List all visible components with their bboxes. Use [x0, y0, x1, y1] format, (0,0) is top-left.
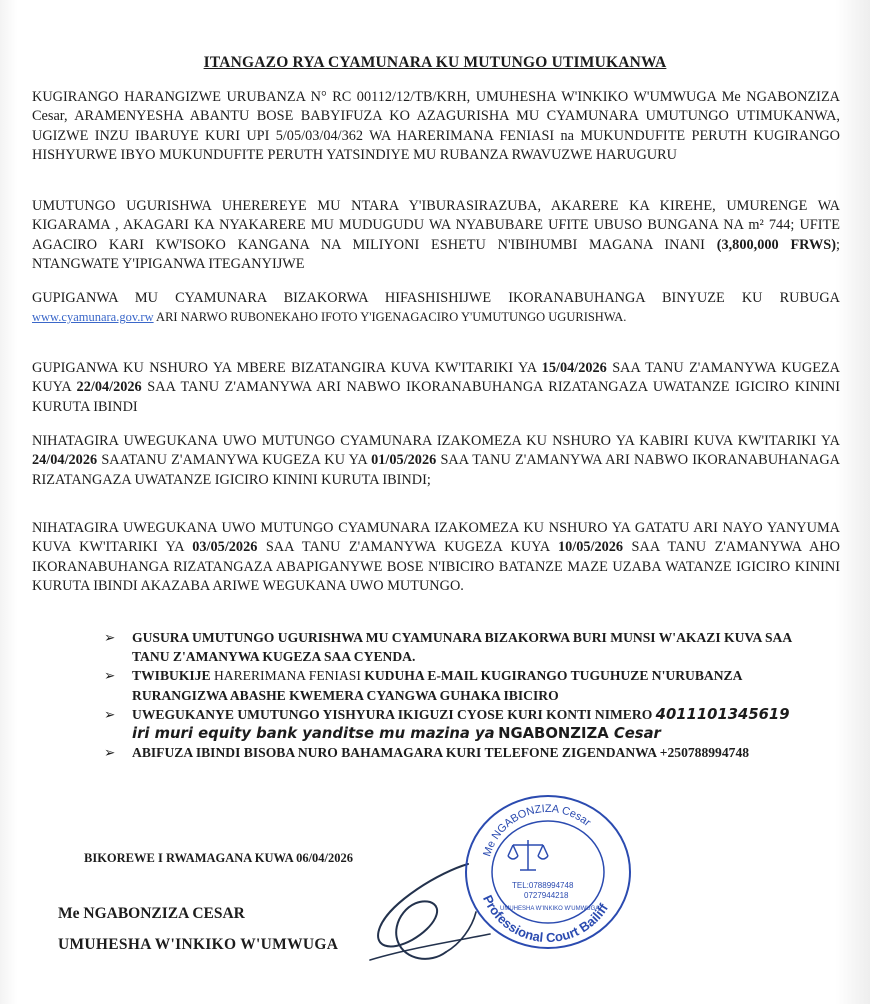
arrow-bullet-icon: ➢ — [104, 668, 116, 684]
place-and-date: BIKOREWE I RWAMAGANA KUWA 06/04/2026 — [84, 851, 354, 865]
second-round-end-date: 01/05/2026 — [371, 452, 437, 469]
third-round-start-date: 03/05/2026 — [192, 539, 258, 556]
online-auction-text: GUPIGANWA MU CYAMUNARA BIZAKORWA HIFASHISHIJWE IKORANABUHANGA BINYUZE KU RUBUGA — [32, 290, 840, 306]
paragraph-first-round — [32, 359, 840, 417]
bullet-email-text: TWIBUKIJE — [132, 668, 214, 684]
property-text: UMUTUNGO UGURISHWA UHEREREYE MU NTARA Y'IBURASIRAZUBA, AKARERE KA KIREHE, UMURENGE WA KIGARAMA , AKAGARI KA NYAKARERE MU MUDUGUDU WA NYABUBARE UFITE UBUSO BUNGANA NA m² 744; UFITE AGACIRO KARI KW'ISOKO KANGANA NA MILIYONI ESHETU N'IBIHUMBI MAGANA INANI — [32, 198, 840, 253]
third-round-text: NIHATAGIRA UWEGUKANA UWO MUTUNGO CYAMUNARA IZAKOMEZA KU NSHURO YA GATATU ARI NAYO YANYUMA KUVA KW'ITARIKI YA — [32, 520, 840, 556]
second-round-text-mid: SAATANU Z'AMANYWA KUGEZA KU YA — [97, 452, 372, 469]
stamp-name: Me NGABONZIZA Cesar — [481, 802, 593, 859]
first-round-text: GUPIGANWA KU NSHURO YA MBERE BIZATANGIRA KUVA KW'ITARIKI YA — [32, 360, 542, 376]
second-round-text-end: SAA TANU Z'AMANYWA ARI NABWO IKORANABUHANAGA RIZATANGAZA UWATANZE IGICIRO KININI KURUTA IBINDI; — [32, 452, 840, 488]
paragraph-case-text: KUGIRANGO HARANGIZWE URUBANZA N° RC 00112/12/TB/KRH, UMUHESHA W'INKIKO W'UMWUGA Me NGABONZIZA Cesar, ARAMENYESHA ABANTU BOSE BABYIFUZA KO AZAGURISHA MU CYAMUNARA UMUTUNGO UTIMUKANWA, UGIZWE INZU IBARUYE KURI UPI 5/05/03/04/362 WA HARERIMANA FENIASI na MUKUNDUFITE PERUTH KUGIRANGO HISHYURWE IBYO MUKUNDUFITE PERUTH YATSINDIYE MU RUBANZA RWAVUZWE HARUGURU — [32, 89, 840, 164]
bullet-email-text-end: KUDUHA E-MAIL KUGIRANGO TUGUHUZE N'URUBANZA RURANGIZWA ABASHE KWEMERA CYANGWA GUHAKA IBICIRO — [132, 668, 742, 703]
notice-bullet-list — [104, 628, 794, 762]
bullet-contact — [104, 743, 794, 762]
arrow-bullet-icon: ➢ — [104, 706, 116, 722]
bailiff-stamp — [458, 790, 638, 955]
document-title: ITANGAZO RYA CYAMUNARA KU MUTUNGO UTIMUKANWA — [203, 54, 667, 71]
paragraph-third-round — [32, 519, 840, 597]
account-holder-firstname: Cesar — [608, 725, 661, 743]
first-round-text-mid: SAA TANU Z'AMANYWA KUGEZA KUYA — [32, 360, 840, 396]
property-value: (3,800,000 FRWS) — [716, 236, 837, 253]
bank-account-details: 4011101345619 iri muri equity bank yanditse mu mazina ya — [132, 705, 790, 743]
paragraph-second-round — [32, 432, 840, 490]
second-round-start-date: 24/04/2026 — [32, 452, 98, 469]
bullet-email — [104, 666, 794, 704]
stamp-tel-2: 0727944218 — [524, 891, 569, 900]
bullet-payment — [104, 705, 794, 743]
second-round-text: NIHATAGIRA UWEGUKANA UWO MUTUNGO CYAMUNARA IZAKOMEZA KU NSHURO YA KABIRI KUVA KW'ITARIKI YA — [32, 433, 840, 449]
first-round-start-date: 15/04/2026 — [541, 360, 607, 376]
first-round-end-date: 22/04/2026 — [76, 379, 142, 396]
scales-of-justice-icon — [508, 840, 548, 870]
bullet-visit-text: GUSURA UMUTUNGO UGURISHWA MU CYAMUNARA BIZAKORWA BURI MUNSI W'AKAZI KUVA SAA TANU Z'AMANYWA KUGEZA SAA CYENDA. — [132, 630, 792, 665]
bullet-payment-text: UWEGUKANYE UMUTUNGO YISHYURA IKIGUZI CYOSE KURI KONTI NIMERO — [132, 706, 656, 722]
online-auction-text-end: ARI NARWO RUBONEKAHO IFOTO Y'IGENAGACIRO Y'UMUTUNGO UGURISHWA. — [153, 310, 627, 325]
auction-website-link[interactable]: www.cyamunara.gov.rw — [32, 310, 154, 325]
third-round-text-end: SAA TANU Z'AMANYWA AHO IKORANABUHANGA RIZATANGAZA ABAPIGANYWE BOSE N'IBICIRO BATANZE MAZE UZABA WATANZE IGICIRO KININI KURUTA IBINDI AKAZABA ARIWE WEGUKANA UWO MUTUNGO. — [32, 539, 840, 595]
paragraph-case — [32, 88, 840, 166]
third-round-end-date: 10/05/2026 — [557, 539, 624, 556]
signer-name: Me NGABONZIZA CESAR — [58, 905, 245, 922]
account-holder-surname: NGABONZIZA — [498, 725, 609, 743]
arrow-bullet-icon: ➢ — [104, 630, 116, 645]
property-text-end: ; NTANGWATE Y'IPIGANWA ITEGANYIJWE — [32, 236, 840, 273]
first-round-text-end: SAA TANU Z'AMANYWA ARI NABWO IKORANABUHANGA RIZATANGAZA UWATANZE IGICIRO KININI KURUTA IBINDI — [32, 379, 840, 415]
bullet-visit — [104, 628, 794, 666]
arrow-bullet-icon: ➢ — [104, 745, 116, 761]
bullet-contact-text: ABIFUZA IBINDI BISOBA NURO BAHAMAGARA KURI TELEFONE ZIGENDANWA +250788994748 — [132, 745, 750, 761]
stamp-role: Professional Court Bailiff — [480, 892, 612, 946]
stamp-inner-label: UMUHESHA W'INKIKO W'UMWUGA — [500, 906, 600, 912]
paragraph-property — [32, 197, 840, 275]
signer-title: UMUHESHA W'INKIKO W'UMWUGA — [58, 936, 339, 953]
paragraph-online-auction — [32, 289, 840, 328]
stamp-tel-1: TEL:0788994748 — [512, 881, 574, 890]
third-round-text-mid: SAA TANU Z'AMANYWA KUGEZA KUYA — [257, 539, 558, 556]
debtor-name: HARERIMANA FENIASI — [213, 668, 361, 684]
